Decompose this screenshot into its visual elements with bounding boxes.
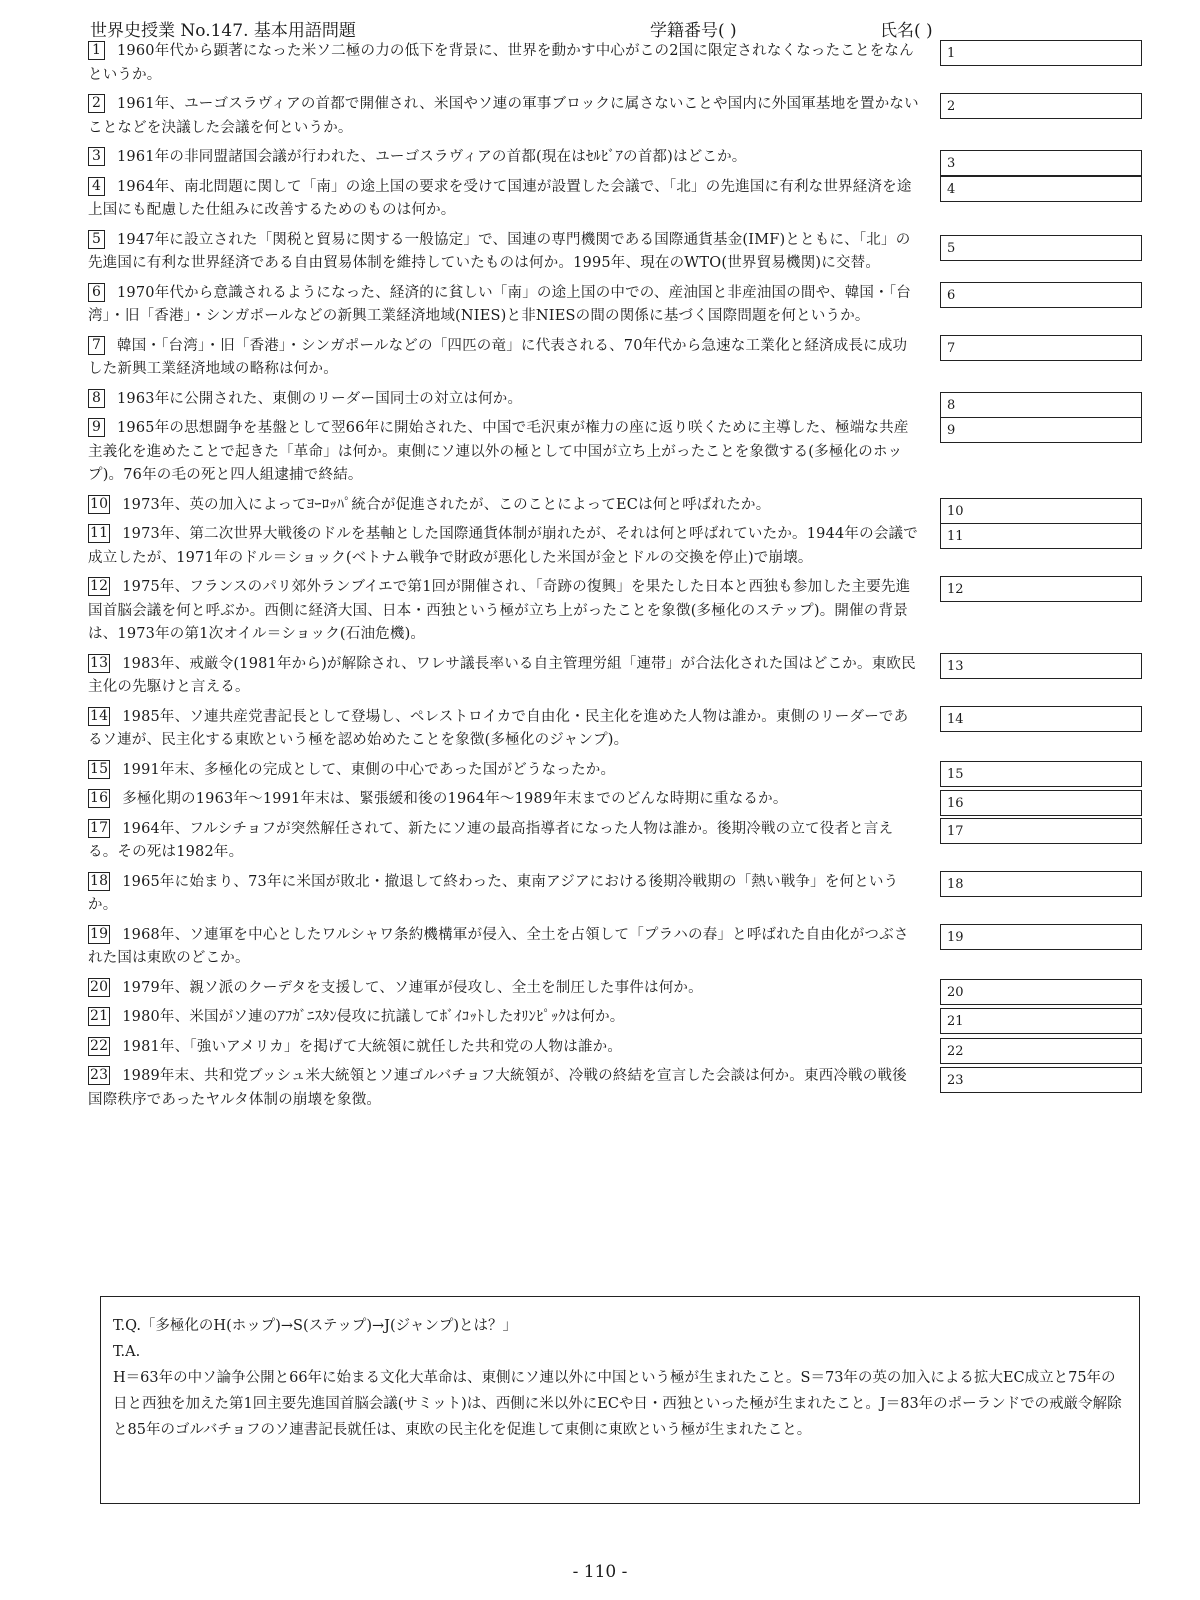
question-13 — [88, 653, 1148, 700]
question-20 — [88, 977, 1148, 1001]
answer-box-14[interactable]: 14 — [940, 706, 1142, 732]
answer-box-2[interactable]: 2 — [940, 93, 1142, 119]
question-text: 1965年に始まり、73年に米国が敗北・撤退して終わった、東南アジアにおける後期冷戦期の「熱い戦争」を何というか。 — [88, 873, 899, 913]
question-4 — [88, 176, 1148, 223]
question-text: 1981年、「強いアメリカ」を掲げて大統領に就任した共和党の人物は誰か。 — [122, 1038, 623, 1055]
question-number: 7 — [88, 336, 105, 355]
question-number: 10 — [90, 495, 109, 512]
answer-box-17[interactable]: 17 — [940, 818, 1142, 844]
question-number: 11 — [90, 525, 109, 541]
question-text: 1970年代から意識されるようになった、経済的に貧しい「南」の途上国の中での、産油国と非産油国の間や、韓国・「台湾」・旧「香港」・シンガポールなどの新興工業経済地域(NIES)と非NIESの間の関係に基づく国際問題を何というか。 — [88, 284, 911, 324]
question-text: 1989年末、共和党ブッシュ米大統領とソ連ゴルバチョフ大統領が、冷戦の終結を宣言した会談は何か。東西冷戦の戦後国際秩序であったヤルタ体制の崩壊を象徴。 — [88, 1068, 907, 1108]
worksheet-header — [90, 12, 1170, 40]
tq-ta-box — [100, 1296, 1140, 1504]
student-name-field[interactable]: 氏名( ) — [880, 21, 933, 41]
question-text: 1985年、ソ連共産党書記長として登場し、ペレストロイカで自由化・民主化を進めた人物は誰か。東側のリーダーであるソ連が、民主化する東欧という極を認め始めたことを象徴(多極化のジャンプ)。 — [88, 708, 909, 748]
question-7 — [88, 335, 1148, 382]
question-list — [88, 40, 1148, 1118]
answer-box-6[interactable]: 6 — [940, 282, 1142, 308]
question-number: 19 — [90, 925, 109, 942]
question-number: 4 — [88, 177, 105, 196]
answer-box-13[interactable]: 13 — [940, 653, 1142, 679]
question-number: 14 — [90, 707, 109, 724]
question-number: 20 — [90, 978, 109, 995]
question-14 — [88, 706, 1148, 753]
question-number: 8 — [88, 389, 105, 408]
answer-box-9[interactable]: 9 — [940, 417, 1142, 443]
question-text: 1979年、親ソ派のクーデタを支援して、ソ連軍が侵攻し、全土を制圧した事件は何か。 — [122, 979, 703, 996]
question-number: 21 — [90, 1008, 109, 1024]
question-number: 6 — [88, 283, 105, 302]
question-21 — [88, 1006, 1148, 1030]
answer-box-10[interactable]: 10 — [940, 498, 1142, 524]
question-11 — [88, 523, 1148, 570]
question-number: 3 — [88, 147, 105, 166]
question-2 — [88, 93, 1148, 140]
answer-box-16[interactable]: 16 — [940, 790, 1142, 816]
question-text: 1960年代から顕著になった米ソ二極の力の低下を背景に、世界を動かす中心がこの2国に限定されなくなったことをなんというか。 — [88, 43, 914, 83]
answer-box-8[interactable]: 8 — [940, 392, 1142, 418]
question-5 — [88, 229, 1148, 276]
answer-box-12[interactable]: 12 — [940, 576, 1142, 602]
question-number: 16 — [90, 790, 109, 806]
question-number: 18 — [90, 872, 109, 889]
question-text: 1964年、南北問題に関して「南」の途上国の要求を受けて国連が設置した会議で、「北」の先進国に有利な世界経済を途上国にも配慮した仕組みに改善するためのものは何か。 — [88, 178, 912, 218]
answer-box-4[interactable]: 4 — [940, 176, 1142, 202]
answer-box-18[interactable]: 18 — [940, 871, 1142, 897]
question-1 — [88, 40, 1148, 87]
question-9 — [88, 417, 1148, 488]
question-text: 1947年に設立された「関税と貿易に関する一般協定」で、国連の専門機関である国際通貨基金(IMF)とともに、「北」の先進国に有利な世界経済である自由貿易体制を維持していたものは何か。1995年、現在のWTO(世界貿易機関)に交替。 — [88, 231, 911, 271]
question-number: 23 — [90, 1067, 109, 1083]
question-text: 1964年、フルシチョフが突然解任されて、新たにソ連の最高指導者になった人物は誰か。後期冷戦の立て役者と言える。その死は1982年。 — [88, 820, 894, 860]
question-text: 1973年、英の加入によってﾖｰﾛｯﾊﾟ統合が促進されたが、このことによってECは何と呼ばれたか。 — [122, 496, 771, 513]
question-text: 1991年末、多極化の完成として、東側の中心であった国がどうなったか。 — [122, 761, 616, 778]
page-number: - 110 - — [572, 1562, 628, 1582]
question-16 — [88, 788, 1148, 812]
answer-box-19[interactable]: 19 — [940, 924, 1142, 950]
answer-box-22[interactable]: 22 — [940, 1038, 1142, 1064]
question-15 — [88, 759, 1148, 783]
question-text: 1963年に公開された、東側のリーダー国同士の対立は何か。 — [117, 390, 523, 407]
answer-box-11[interactable]: 11 — [940, 523, 1142, 549]
worksheet-title: 世界史授業 No.147. 基本用語問題 — [90, 21, 356, 41]
answer-box-15[interactable]: 15 — [940, 761, 1142, 787]
question-number: 22 — [90, 1037, 109, 1054]
question-number: 5 — [88, 230, 105, 249]
question-text: 韓国・「台湾」・旧「香港」・シンガポールなどの「四匹の竜」に代表される、70年代から急速な工業化と経済成長に成功した新興工業経済地域の略称は何か。 — [88, 337, 908, 377]
question-text: 多極化期の1963年～1991年末は、緊張緩和後の1964年～1989年末までのどんな時期に重なるか。 — [122, 791, 788, 807]
question-18 — [88, 871, 1148, 918]
question-text: 1965年の思想闘争を基盤として翌66年に開始された、中国で毛沢東が権力の座に返り咲くために主導した、極端な共産主義化を進めたことで起きた「革命」は何か。東側にソ連以外の極として中国が立ち上がったことを象徴する(多極化のホップ)。76年の毛の死と四人組逮捕で終結。 — [88, 420, 909, 483]
answer-box-21[interactable]: 21 — [940, 1008, 1142, 1034]
question-number: 15 — [90, 760, 109, 777]
question-number: 2 — [88, 94, 105, 113]
answer-box-7[interactable]: 7 — [940, 335, 1142, 361]
question-text: 1983年、戒厳令(1981年から)が解除され、ワレサ議長率いる自主管理労組「連帯」が合法化された国はどこか。東欧民主化の先駆けと言える。 — [88, 655, 916, 695]
question-number: 17 — [90, 819, 109, 836]
question-text: 1980年、米国がソ連のｱﾌｶﾞﾆｽﾀﾝ侵攻に抗議してﾎﾞｲｺｯﾄしたｵﾘﾝﾋﾟｯｸは何か。 — [122, 1009, 625, 1025]
question-12 — [88, 576, 1148, 647]
tq-question: T.Q.「多極化のH(ホップ)→S(ステップ)→J(ジャンプ)とは？」 — [113, 1318, 517, 1334]
ta-label: T.A. — [113, 1344, 141, 1360]
question-23 — [88, 1065, 1148, 1112]
answer-box-23[interactable]: 23 — [940, 1067, 1142, 1093]
answer-box-3[interactable]: 3 — [940, 150, 1142, 176]
question-text: 1961年の非同盟諸国会議が行われた、ユーゴスラヴィアの首都(現在はｾﾙﾋﾞｱの首都)はどこか。 — [117, 149, 747, 165]
question-8 — [88, 388, 1148, 412]
question-22 — [88, 1036, 1148, 1060]
question-text: 1973年、第二次世界大戦後のドルを基軸とした国際通貨体制が崩れたが、それは何と呼ばれていたか。1944年の会議で成立したが、1971年のドル＝ショック(ベトナム戦争で財政が悪化した米国が金とドルの交換を停止)で崩壊。 — [88, 526, 918, 566]
question-text: 1961年、ユーゴスラヴィアの首都で開催され、米国やソ連の軍事ブロックに属さないことや国内に外国軍基地を置かないことなどを決議した会議を何というか。 — [88, 96, 919, 136]
question-17 — [88, 818, 1148, 865]
question-6 — [88, 282, 1148, 329]
answer-box-1[interactable]: 1 — [940, 40, 1142, 66]
answer-box-5[interactable]: 5 — [940, 235, 1142, 261]
question-number: 13 — [90, 654, 109, 671]
question-number: 9 — [88, 418, 105, 437]
ta-answer-text: H＝63年の中ソ論争公開と66年に始まる文化大革命は、東側にソ連以外に中国という極が生まれたこと。S＝73年の英の加入による拡大EC成立と75年の日と西独を加えた第1回主要先進国首脳会議(サミット)は、西側に米以外にECや日・西独といった極が生まれたこと。J＝83年のポーランドでの戒厳令解除と85年のゴルバチョフのソ連書記長就任は、東欧の民主化を促進して東側に東欧という極が生まれたこと。 — [113, 1370, 1122, 1438]
question-text: 1975年、フランスのパリ郊外ランブイエで第1回が開催され、「奇跡の復興」を果たした日本と西独も参加した主要先進国首脳会議を何と呼ぶか。西側に経済大国、日本・西独という極が立ち上がったことを象徴(多極化のステップ)。開催の背景は、1973年の第1次オイル＝ショック(石油危機)。 — [88, 579, 911, 642]
question-number: 1 — [88, 41, 105, 60]
student-number-field[interactable]: 学籍番号( ) — [650, 21, 737, 41]
answer-box-20[interactable]: 20 — [940, 979, 1142, 1005]
question-3 — [88, 146, 1148, 170]
question-number: 12 — [90, 578, 109, 594]
question-10 — [88, 494, 1148, 518]
question-19 — [88, 924, 1148, 971]
question-text: 1968年、ソ連軍を中心としたワルシャワ条約機構軍が侵入、全土を占領して「プラハの春」と呼ばれた自由化がつぶされた国は東欧のどこか。 — [88, 926, 909, 966]
